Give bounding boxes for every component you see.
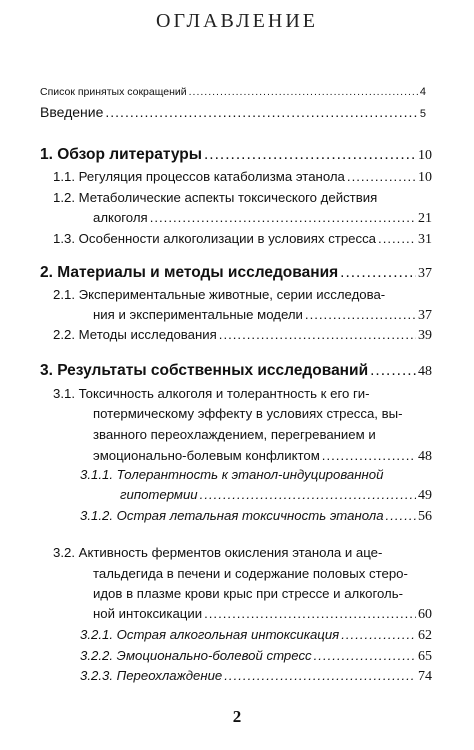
toc-section-2[interactable]: [40, 264, 432, 282]
toc-page-number: 39: [418, 328, 432, 343]
toc-entry-2-1-line1[interactable]: 2.1. Экспериментальные животные, серии исследова-: [53, 287, 386, 302]
toc-entry-3-2-3[interactable]: [80, 668, 432, 685]
toc-leader-dots: [386, 508, 416, 523]
toc-entry-3-2[interactable]: [93, 606, 432, 623]
toc-entry-1-2[interactable]: [93, 210, 432, 227]
toc-entry-text: алкоголя: [93, 210, 148, 225]
toc-leader-dots: [347, 169, 416, 184]
toc-entry-text: 1.3. Особенности алкоголизации в условиях стресса: [53, 231, 377, 246]
toc-entry-3-1[interactable]: [93, 448, 432, 465]
toc-entry-text: 3.2.3. Переохлаждение: [80, 668, 223, 683]
toc-page-number: 48: [418, 449, 432, 464]
toc-leader-dots: [340, 264, 416, 282]
toc-entry-3-2-1[interactable]: [80, 627, 432, 644]
toc-leader-dots: [150, 210, 416, 225]
toc-entry-text: 1.1. Регуляция процессов катаболизма этанола: [53, 169, 345, 184]
toc-entry-introduction[interactable]: [40, 104, 426, 120]
toc-entry-3-1-2[interactable]: [80, 508, 432, 525]
toc-entry-3-1-line1[interactable]: 3.1. Токсичность алкоголя и толерантность к его ги-: [53, 386, 370, 401]
toc-leader-dots: [200, 487, 416, 502]
toc-page-number: 49: [418, 488, 432, 503]
toc-leader-dots: [341, 627, 416, 642]
toc-entry-text: Введение: [40, 104, 104, 120]
toc-leader-dots: [322, 448, 416, 463]
toc-entry-3-2-2[interactable]: [80, 648, 432, 665]
toc-entry-text: 3. Результаты собственных исследований: [40, 362, 369, 379]
toc-entry-text: эмоционально-болевым конфликтом: [93, 448, 320, 463]
toc-leader-dots: [224, 668, 416, 683]
toc-entry-3-1-line2[interactable]: потермическому эффекту в условиях стресса, вы-: [93, 406, 403, 421]
toc-page-number: 37: [418, 266, 432, 281]
toc-entry-3-1-line3[interactable]: званного переохлаждением, перегреванием и: [93, 427, 376, 442]
toc-leader-dots: [189, 86, 418, 98]
toc-entry-2-1[interactable]: [93, 307, 432, 324]
toc-entry-text: Список принятых сокращений: [40, 86, 187, 98]
toc-page-number: 4: [419, 86, 426, 98]
toc-leader-dots: [378, 231, 416, 246]
toc-entry-abbreviations[interactable]: [40, 86, 426, 98]
toc-section-3[interactable]: [40, 362, 432, 380]
toc-page-number: 74: [418, 669, 432, 684]
toc-page-number: 60: [418, 607, 432, 622]
toc-page-number: 62: [418, 628, 432, 643]
toc-entry-text: гипотермии: [120, 487, 198, 502]
page-number: 2: [232, 707, 242, 726]
toc-entry-text: 1. Обзор литературы: [40, 146, 202, 163]
toc-entry-1-1[interactable]: [53, 169, 432, 186]
toc-page-number: 48: [418, 364, 432, 379]
toc-entry-3-2-line3[interactable]: идов в плазме крови крыс при стрессе и алкоголь-: [93, 586, 404, 601]
toc-leader-dots: [105, 104, 417, 120]
toc-page-number: 10: [418, 148, 432, 163]
toc-page-number: 5: [419, 108, 426, 120]
toc-entry-text: ной интоксикации: [93, 606, 203, 621]
toc-page-number: 37: [418, 308, 432, 323]
toc-leader-dots: [219, 327, 416, 342]
toc-entry-text: 2.2. Методы исследования: [53, 327, 217, 342]
toc-page-number: 10: [418, 170, 432, 185]
toc-page-number: 31: [418, 232, 432, 247]
toc-page-number: 21: [418, 211, 432, 226]
toc-leader-dots: [204, 606, 416, 621]
toc-section-1[interactable]: [40, 146, 432, 164]
toc-leader-dots: [314, 648, 416, 663]
toc-entry-3-1-1[interactable]: [120, 487, 432, 504]
toc-leader-dots: [305, 307, 416, 322]
toc-entry-3-2-line2[interactable]: тальдегида в печени и содержание половых стеро-: [93, 566, 408, 581]
toc-entry-1-2-line1[interactable]: 1.2. Метаболические аспекты токсического действия: [53, 190, 378, 205]
toc-entry-3-1-1-line1[interactable]: 3.1.1. Толерантность к этанол-индуцированной: [80, 467, 384, 482]
toc-entry-text: ния и экспериментальные модели: [93, 307, 303, 322]
toc-entry-text: 2. Материалы и методы исследования: [40, 264, 339, 281]
toc-entry-text: 3.2.2. Эмоционально-болевой стресс: [80, 648, 312, 663]
toc-page-number: 65: [418, 649, 432, 664]
toc-entry-2-2[interactable]: [53, 327, 432, 344]
toc-leader-dots: [204, 146, 416, 164]
toc-entry-text: 3.2.1. Острая алкогольная интоксикация: [80, 627, 340, 642]
toc-entry-3-2-line1[interactable]: 3.2. Активность ферментов окисления этанола и аце-: [53, 545, 383, 560]
page-title: ОГЛАВЛЕНИЕ: [156, 10, 318, 32]
toc-page-number: 56: [418, 509, 432, 524]
toc-entry-1-3[interactable]: [53, 231, 432, 248]
toc-leader-dots: [370, 362, 416, 380]
toc-entry-text: 3.1.2. Острая летальная токсичность этанола: [80, 508, 384, 523]
